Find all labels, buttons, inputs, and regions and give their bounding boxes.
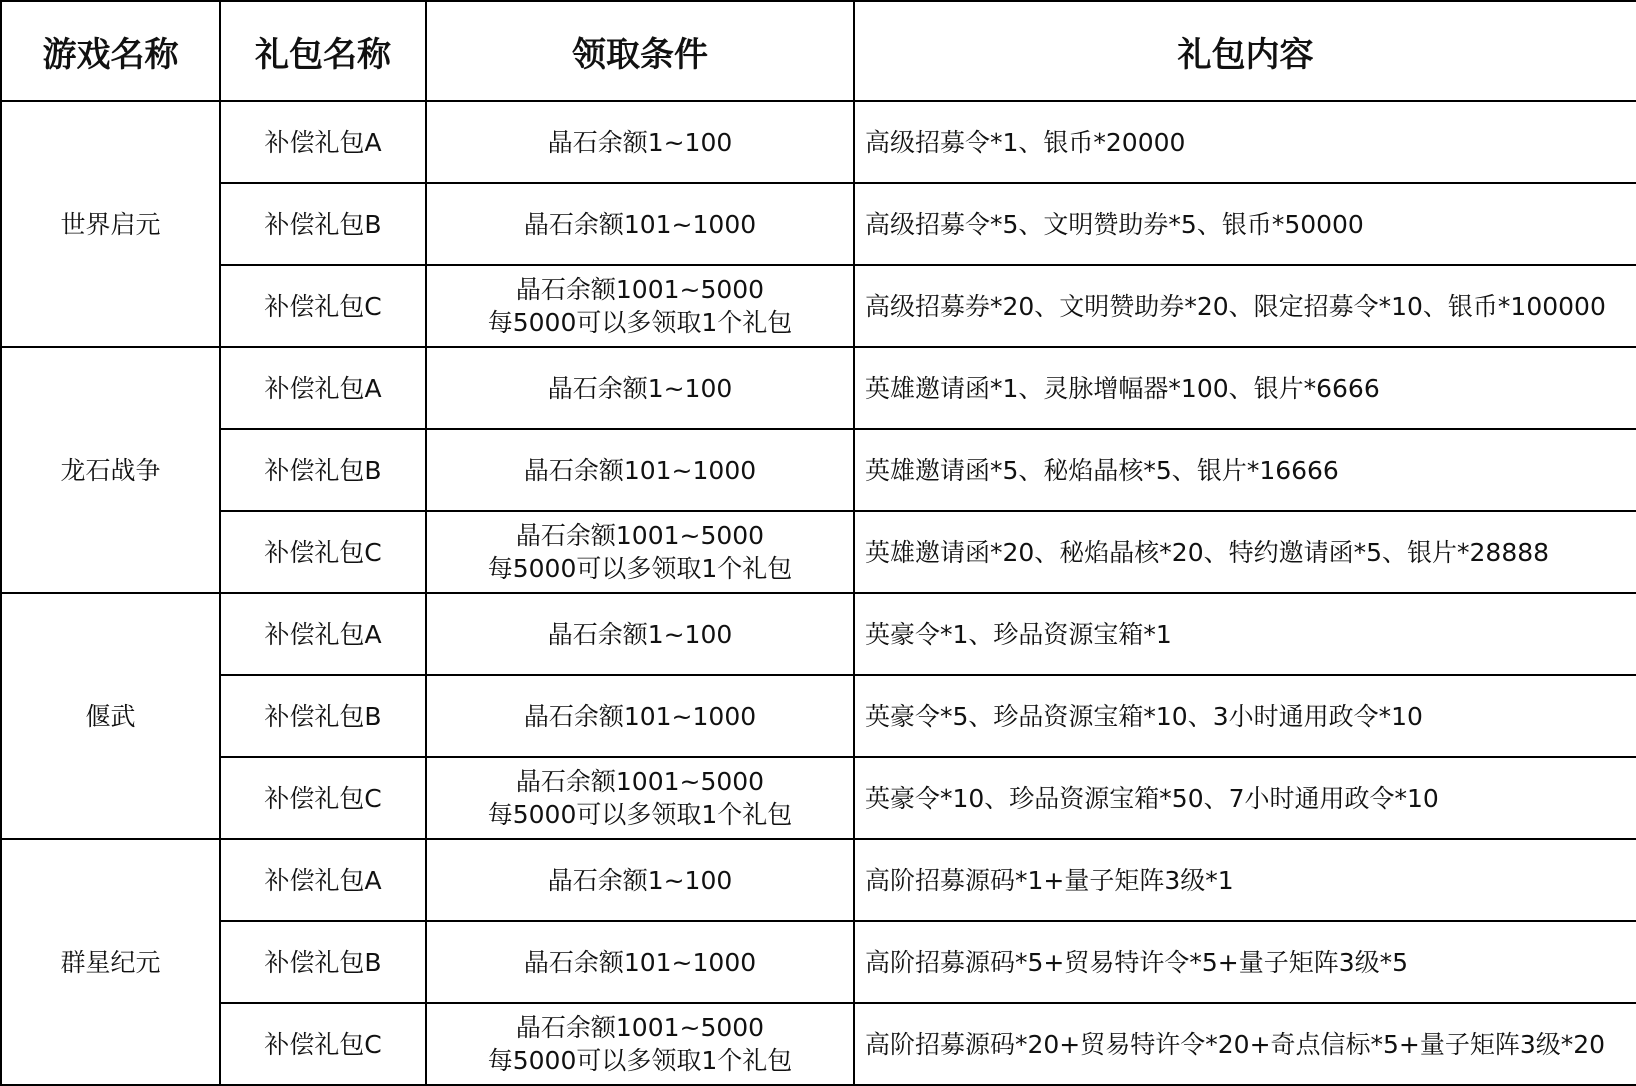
condition-line: 每5000可以多领取1个礼包 — [487, 554, 793, 583]
header-claim-condition: 领取条件 — [426, 1, 854, 101]
condition-line: 晶石余额1001~5000 — [515, 521, 765, 550]
claim-condition-cell — [426, 511, 854, 593]
table-row — [1, 183, 1636, 265]
package-content-cell: 英豪令*1、珍品资源宝箱*1 — [854, 593, 1636, 675]
condition-line: 晶石余额101~1000 — [523, 209, 757, 239]
package-content-cell: 高阶招募源码*1+量子矩阵3级*1 — [854, 839, 1636, 921]
package-name-cell: 补偿礼包B — [220, 921, 426, 1003]
header-game-name: 游戏名称 — [1, 1, 220, 101]
claim-condition-cell — [426, 675, 854, 757]
claim-condition-cell — [426, 839, 854, 921]
header-package-content: 礼包内容 — [854, 1, 1636, 101]
package-content-cell: 高级招募令*1、银币*20000 — [854, 101, 1636, 183]
game-name-cell: 群星纪元 — [1, 839, 220, 1085]
table-row — [1, 593, 1636, 675]
claim-condition-cell — [426, 593, 854, 675]
package-name-cell: 补偿礼包B — [220, 183, 426, 265]
game-name-cell: 世界启元 — [1, 101, 220, 347]
claim-condition-cell — [426, 347, 854, 429]
condition-line: 晶石余额101~1000 — [523, 701, 757, 731]
package-name-cell: 补偿礼包C — [220, 265, 426, 347]
game-name-cell: 龙石战争 — [1, 347, 220, 593]
package-name-cell: 补偿礼包A — [220, 593, 426, 675]
table-row — [1, 265, 1636, 347]
package-name-cell: 补偿礼包C — [220, 511, 426, 593]
claim-condition-cell — [426, 101, 854, 183]
condition-line: 晶石余额1~100 — [547, 127, 733, 157]
package-name-cell: 补偿礼包A — [220, 839, 426, 921]
claim-condition-cell — [426, 757, 854, 839]
package-content-cell: 英豪令*5、珍品资源宝箱*10、3小时通用政令*10 — [854, 675, 1636, 757]
package-content-cell: 高级招募券*20、文明赞助券*20、限定招募令*10、银币*100000 — [854, 265, 1636, 347]
package-content-cell: 英雄邀请函*20、秘焰晶核*20、特约邀请函*5、银片*28888 — [854, 511, 1636, 593]
condition-line: 晶石余额1~100 — [547, 619, 733, 649]
condition-line: 晶石余额1001~5000 — [515, 275, 765, 304]
claim-condition-cell — [426, 429, 854, 511]
package-name-cell: 补偿礼包B — [220, 675, 426, 757]
condition-line: 晶石余额101~1000 — [523, 947, 757, 977]
package-content-cell: 高级招募令*5、文明赞助券*5、银币*50000 — [854, 183, 1636, 265]
condition-line: 晶石余额101~1000 — [523, 455, 757, 485]
package-content-cell: 英雄邀请函*5、秘焰晶核*5、银片*16666 — [854, 429, 1636, 511]
package-content-cell: 高阶招募源码*5+贸易特许令*5+量子矩阵3级*5 — [854, 921, 1636, 1003]
table-row — [1, 347, 1636, 429]
package-content-cell: 高阶招募源码*20+贸易特许令*20+奇点信标*5+量子矩阵3级*20 — [854, 1003, 1636, 1085]
claim-condition-cell — [426, 1003, 854, 1085]
table-row — [1, 429, 1636, 511]
condition-line: 晶石余额1001~5000 — [515, 1013, 765, 1042]
condition-line: 晶石余额1~100 — [547, 865, 733, 895]
condition-line: 晶石余额1~100 — [547, 373, 733, 403]
header-row — [1, 1, 1636, 101]
table-row — [1, 839, 1636, 921]
table-row — [1, 511, 1636, 593]
claim-condition-cell — [426, 183, 854, 265]
table-row — [1, 921, 1636, 1003]
table-row — [1, 675, 1636, 757]
condition-line: 每5000可以多领取1个礼包 — [487, 308, 793, 337]
package-name-cell: 补偿礼包B — [220, 429, 426, 511]
claim-condition-cell — [426, 921, 854, 1003]
condition-line: 每5000可以多领取1个礼包 — [487, 1046, 793, 1075]
package-content-cell: 英豪令*10、珍品资源宝箱*50、7小时通用政令*10 — [854, 757, 1636, 839]
game-name-cell: 偃武 — [1, 593, 220, 839]
table-header — [1, 1, 1636, 101]
package-name-cell: 补偿礼包C — [220, 757, 426, 839]
condition-line: 每5000可以多领取1个礼包 — [487, 800, 793, 829]
package-name-cell: 补偿礼包A — [220, 347, 426, 429]
package-name-cell: 补偿礼包A — [220, 101, 426, 183]
table-row — [1, 101, 1636, 183]
header-package-name: 礼包名称 — [220, 1, 426, 101]
table-row — [1, 1003, 1636, 1085]
package-content-cell: 英雄邀请函*1、灵脉增幅器*100、银片*6666 — [854, 347, 1636, 429]
table-body — [1, 101, 1636, 1085]
condition-line: 晶石余额1001~5000 — [515, 767, 765, 796]
package-name-cell: 补偿礼包C — [220, 1003, 426, 1085]
table-row — [1, 757, 1636, 839]
claim-condition-cell — [426, 265, 854, 347]
